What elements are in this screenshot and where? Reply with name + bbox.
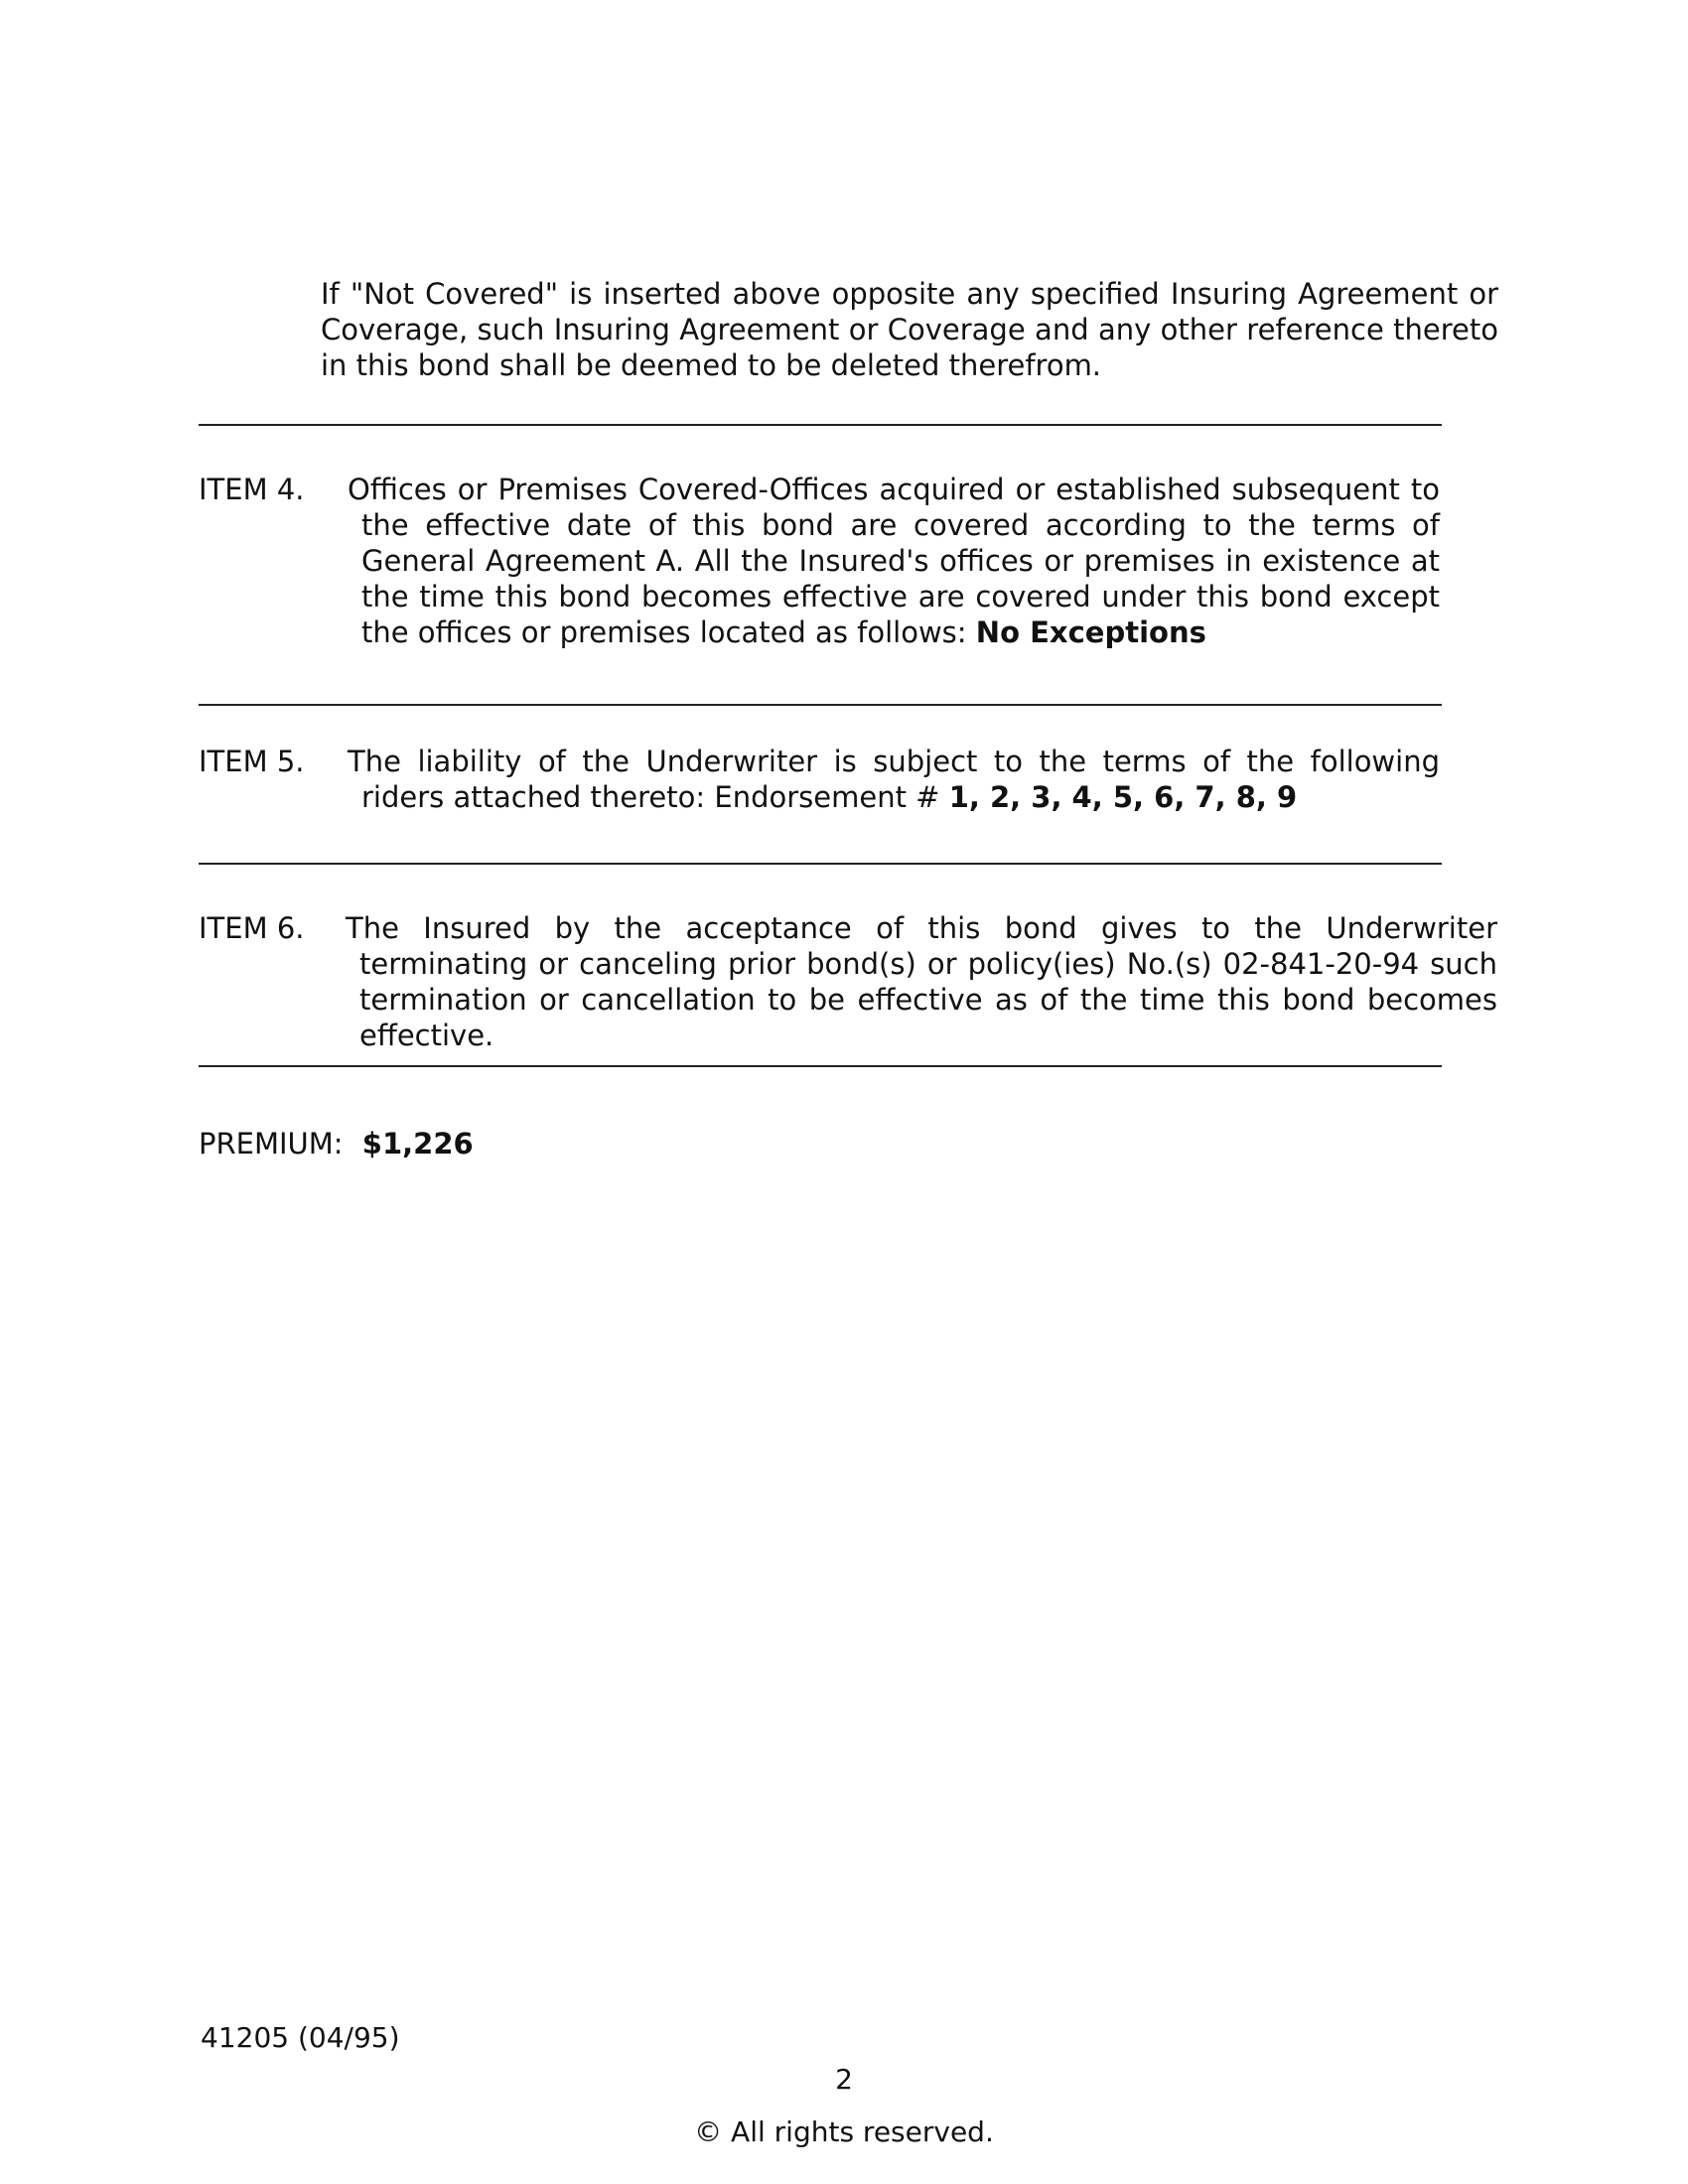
item-4 bbox=[199, 472, 1442, 660]
item-5 bbox=[199, 744, 1442, 823]
copyright-notice: © All rights reserved. bbox=[694, 2116, 994, 2148]
item-4-body: Offices or Premises Covered-Offices acquired or established subsequent to the effective date of this bond are covered according to the terms of General Agreement A. All the Insured's offices or premises in existence at the time this bond becomes effective are covered under this bond except the offices or premises located as follows: bbox=[348, 473, 1440, 649]
section-divider bbox=[199, 704, 1442, 706]
premium-label: PREMIUM: bbox=[199, 1127, 344, 1160]
item-4-exceptions: No Exceptions bbox=[975, 615, 1206, 649]
item-5-text bbox=[348, 744, 1440, 815]
item-5-label: ITEM 5. bbox=[199, 745, 305, 778]
item-5-body: The liability of the Underwriter is subject to the terms of the following riders attached thereto: Endorsement # bbox=[348, 745, 1440, 814]
item-6-text: The Insured by the acceptance of this bond gives to the Underwriter terminating or canceling prior bond(s) or policy(ies) No.(s) 02-841-20-94 such termination or cancellation to be effective as of the time this bond becomes effective. bbox=[346, 911, 1497, 1052]
item-6-label: ITEM 6. bbox=[199, 911, 305, 945]
section-divider bbox=[199, 863, 1442, 865]
item-4-text bbox=[348, 472, 1440, 650]
not-covered-paragraph: If "Not Covered" is inserted above opposite any specified Insuring Agreement or Coverage, such Insuring Agreement or Coverage and any other reference thereto in this bond shall be deemed to be deleted therefrom. bbox=[321, 277, 1498, 382]
premium-amount: $1,226 bbox=[361, 1127, 474, 1160]
form-number: 41205 (04/95) bbox=[201, 2021, 400, 2054]
item-6 bbox=[199, 910, 1499, 1052]
item-4-label: ITEM 4. bbox=[199, 473, 305, 506]
item-5-endorsements: 1, 2, 3, 4, 5, 6, 7, 8, 9 bbox=[948, 780, 1298, 814]
section-divider bbox=[199, 1065, 1442, 1067]
page-number: 2 bbox=[835, 2063, 853, 2096]
section-divider bbox=[199, 424, 1442, 426]
premium-line bbox=[199, 1126, 474, 1161]
